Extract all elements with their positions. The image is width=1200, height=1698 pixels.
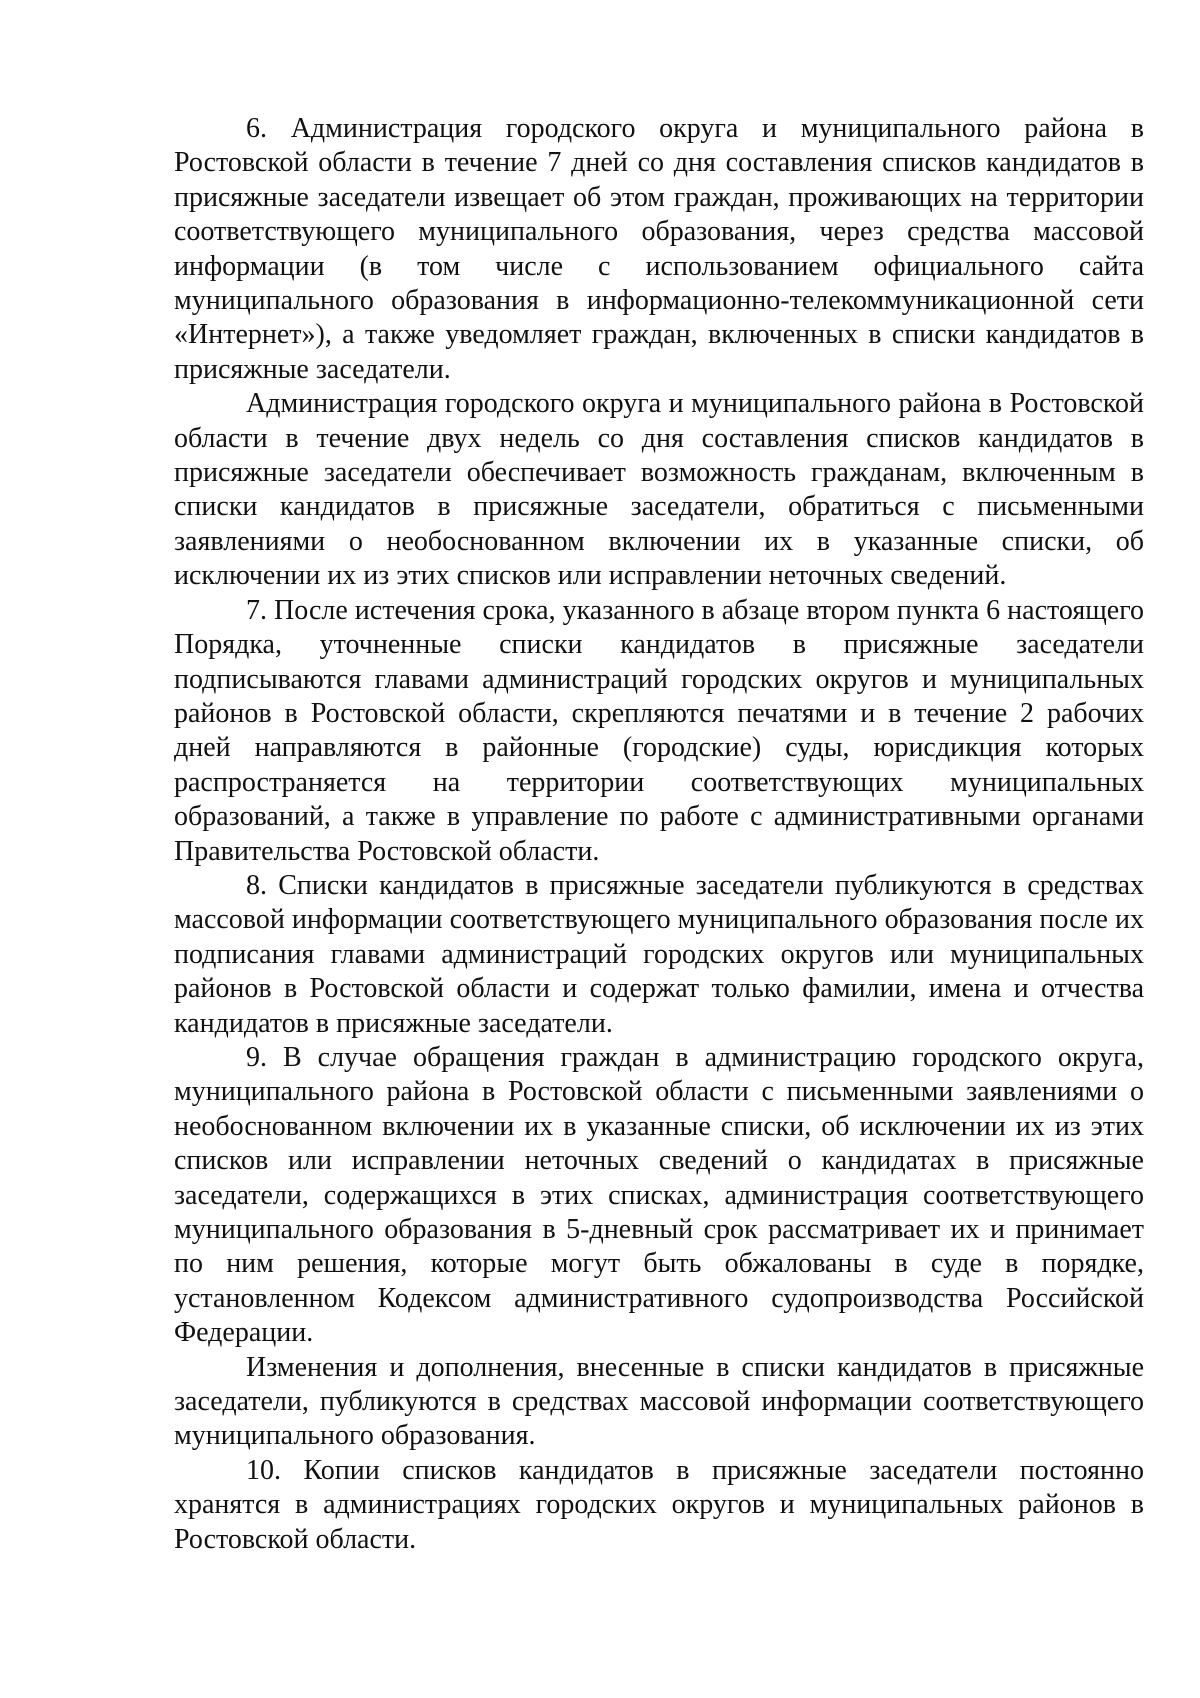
paragraph-6-second: Администрация городского округа и муниципального района в Ростовской области в течение двух недель со дня составления списков кандидатов в присяжные заседатели обеспечивает возможность гражданам, включенным в списки кандидатов в присяжные заседатели, обратиться с письменными заявлениями о необоснованном включении их в указанные списки, об исключении их из этих списков или исправлении неточных сведений. [174,388,1144,592]
paragraph-9-second: Изменения и дополнения, внесенные в списки кандидатов в присяжные заседатели, публикуются в средствах массовой информации соответствующего муниципального образования. [174,1351,1144,1452]
paragraph-6: 6. Администрация городского округа и муниципального района в Ростовской области в течение 7 дней со дня составления списков кандидатов в присяжные заседатели извещает об этом граждан, проживающих на территории соответствующего муниципального образования, через средства массовой информации (в том числе с использованием официального сайта муниципального образования в информационно-телекоммуникационной сети «Интернет»), а также уведомляет граждан, включенных в списки кандидатов в присяжные заседатели. [174,113,1144,385]
paragraph-9: 9. В случае обращения граждан в администрацию городского округа, муниципального района в Ростовской области с письменными заявлениями о необоснованном включении их в указанные списки, об исключении их из этих списков или исправлении неточных сведений о кандидатах в присяжные заседатели, содержащихся в этих списках, администрация соответствующего муниципального образования в 5-дневный срок рассматривает их и принимает по ним решения, которые могут быть обжалованы в суде в порядке, установленном Кодексом административного судопроизводства Российской Федерации. [174,1041,1144,1349]
paragraph-10: 10. Копии списков кандидатов в присяжные заседатели постоянно хранятся в администрациях городских округов и муниципальных районов в Ростовской области. [174,1454,1144,1555]
document-page [174,112,1144,1557]
paragraph-8: 8. Списки кандидатов в присяжные заседатели публикуются в средствах массовой информации соответствующего муниципального образования после их подписания главами администраций городских округов или муниципальных районов в Ростовской области и содержат только фамилии, имена и отчества кандидатов в присяжные заседатели. [174,869,1144,1039]
paragraph-7: 7. После истечения срока, указанного в абзаце втором пункта 6 настоящего Порядка, уточненные списки кандидатов в присяжные заседатели подписываются главами администраций городских округов и муниципальных районов в Ростовской области, скрепляются печатями и в течение 2 рабочих дней направляются в районные (городские) суды, юрисдикция которых распространяется на территории соответствующих муниципальных образований, а также в управление по работе с административными органами Правительства Ростовской области. [174,594,1144,867]
